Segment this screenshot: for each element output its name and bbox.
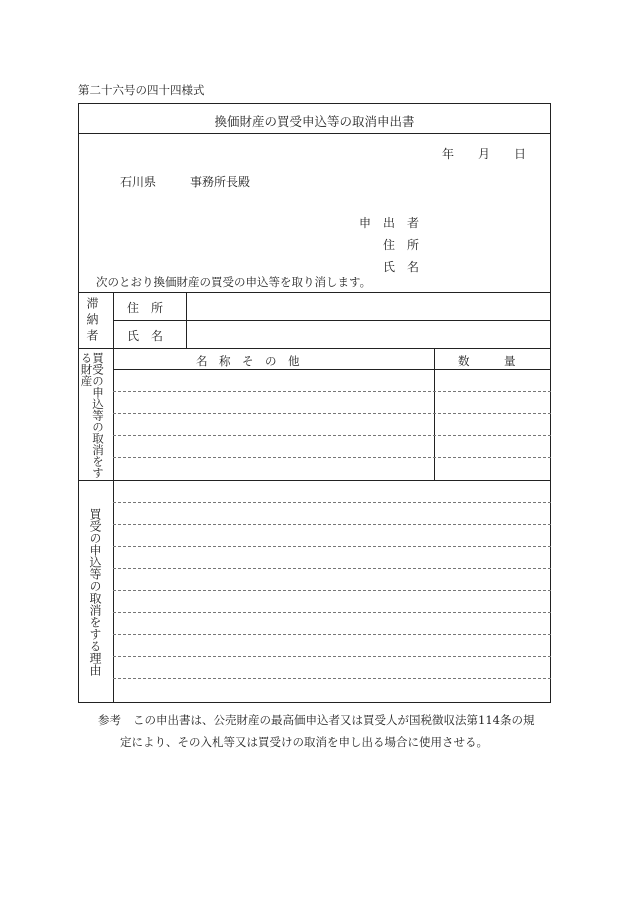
property-row-qty[interactable] <box>440 395 540 411</box>
property-row-name[interactable] <box>120 439 420 455</box>
applicant-name-label: 氏 名 <box>383 260 420 274</box>
delinquent-name-value[interactable] <box>196 327 536 343</box>
property-row-qty[interactable] <box>440 417 540 433</box>
form-title: 換価財産の買受申込等の取消申出書 <box>214 114 415 129</box>
reason-line-divider <box>113 568 551 569</box>
delinquent-address-label: 住 所 <box>127 301 164 315</box>
reason-line-divider <box>113 656 551 657</box>
title-divider <box>78 133 551 134</box>
intro-text: 次のとおり換価財産の買受の申込等を取り消します。 <box>96 275 372 289</box>
reason-line[interactable] <box>120 528 540 544</box>
header-divider <box>78 292 551 293</box>
date-year: 年 <box>442 147 455 161</box>
delinquent-label-divider <box>113 292 114 703</box>
property-row-qty[interactable] <box>440 461 540 477</box>
note-line-1: この申出書は、公売財産の最高価申込者又は買受人が国税徴収法第114条の規 <box>133 713 535 727</box>
property-col-qty: 数 量 <box>458 354 516 368</box>
property-row-divider <box>113 435 551 436</box>
delinquent-divider <box>78 348 551 349</box>
reason-line[interactable] <box>120 682 540 698</box>
property-divider <box>78 480 551 481</box>
delinquent-name-label: 氏 名 <box>127 329 164 343</box>
delinquent-address-value[interactable] <box>196 299 536 315</box>
delinquent-row-divider <box>113 320 551 321</box>
reason-line[interactable] <box>120 484 540 500</box>
property-qty-divider <box>434 348 435 480</box>
property-col-name: 名 称 そ の 他 <box>196 354 300 368</box>
reason-line-divider <box>113 590 551 591</box>
property-row-name[interactable] <box>120 461 420 477</box>
property-row-divider <box>113 457 551 458</box>
property-row-name[interactable] <box>120 417 420 433</box>
addressee-office: 事務所長殿 <box>190 175 251 189</box>
reason-line[interactable] <box>120 572 540 588</box>
reason-line-divider <box>113 678 551 679</box>
reason-line-divider <box>113 634 551 635</box>
form-number: 第二十六号の四十四様式 <box>78 83 205 97</box>
property-header-divider <box>113 369 551 370</box>
property-label: 買受の申込等の取消をする財産 <box>79 352 105 479</box>
reason-line[interactable] <box>120 660 540 676</box>
property-row-qty[interactable] <box>440 373 540 389</box>
reason-line[interactable] <box>120 616 540 632</box>
reason-label: 買受の申込等の取消をする理由 <box>88 508 102 676</box>
property-row-divider <box>113 413 551 414</box>
reason-line-divider <box>113 524 551 525</box>
applicant-heading: 申 出 者 <box>359 216 420 230</box>
property-row-divider <box>113 391 551 392</box>
property-row-name[interactable] <box>120 395 420 411</box>
property-row-qty[interactable] <box>440 439 540 455</box>
addressee-prefecture: 石川県 <box>120 175 157 189</box>
note-line-2: 定により、その入札等又は買受けの取消を申し出る場合に使用させる。 <box>120 735 488 749</box>
reason-line[interactable] <box>120 638 540 654</box>
reason-line-divider <box>113 612 551 613</box>
reason-line-divider <box>113 502 551 503</box>
reason-line[interactable] <box>120 594 540 610</box>
date-day: 日 <box>514 147 527 161</box>
note-label: 参考 <box>98 713 121 727</box>
reason-line[interactable] <box>120 506 540 522</box>
applicant-address-label: 住 所 <box>383 238 420 252</box>
property-row-name[interactable] <box>120 373 420 389</box>
reason-line[interactable] <box>120 550 540 566</box>
delinquent-label: 滞納者 <box>85 297 99 345</box>
date-month: 月 <box>478 147 491 161</box>
reason-line-divider <box>113 546 551 547</box>
